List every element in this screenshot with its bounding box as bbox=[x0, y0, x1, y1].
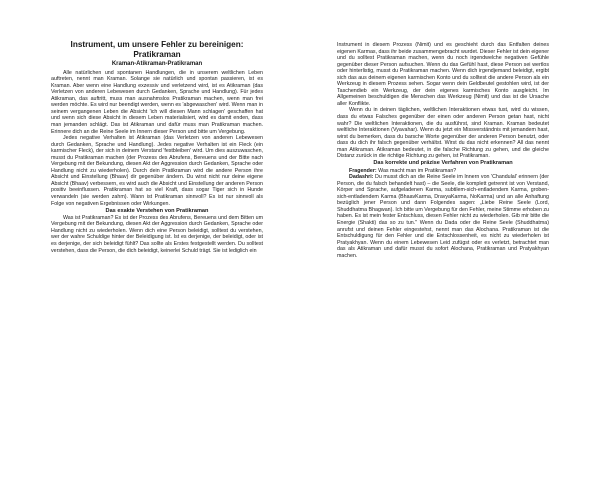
paragraph-atikraman: Jedes negative Verhalten ist Atikraman (das Verletzen von anderen Lebewesen durch Gedanken, Sprache und Handlung). Jedes negative Verhalten ist ein Fleck (ein karmischer Fleck), der sich in deinem Verstand 'festbleiben' wird. Um dies auszuwaschen, musst du Pratikraman machen (der Prozess des Abrufens, Bereuens und der Bitte nach Vergebung mit der Bekundung, diesen Akt der Aggression durch Gedanken, Sprache oder Handlung nicht zu wiederholen). Durch dein Pratikraman wird die andere Person ihre Absicht und Einstellung (Bhaav) dir gegenüber ändern. Du wirst nicht nur deine eigene Absicht (Bhaav) verbessern, es wird auch die Absicht und Einstellung der anderen Person positiv beeinflussen. Pratikraman hat so viel Kraft, dass sogar Tiger sich in Hunde verwandeln (sie werden zahm). Wann ist Pratikraman sinnvoll? Es ist nur sinnvoll als Folge von negativen Ergebnissen oder Wirkungen. bbox=[51, 135, 263, 207]
paragraph-what-is-pratikraman: Was ist Pratikraman? Es ist der Prozess des Abrufens, Bereuens und dem Bitten um Vergebung mit der Bekundung, diesen Akt der Aggression durch Gedanken, Sprache oder Handlung nicht zu wiederholen. Wenn dich eine Person beleidigt, solltest du verstehen, wer der wahre Schuldige hinter der Beleidigung ist. Ist es derjenige, der beleidigt, oder ist es derjenige, der sich beleidigt fühlt? Das sollte als Erstes festgestellt werden. Du solltest verstehen, dass die Person, die dich beleidigt, keinerlei Schuld trägt. Sie ist lediglich ein bbox=[51, 214, 263, 254]
section-heading-procedure: Das korrekte und präzise Verfahren von Pratikraman bbox=[373, 160, 513, 167]
answer-text: Du musst dich an die Reine Seele im Innern von 'Chandulal' erinnern (der Person, die du falsch behandelt hast) – die Seele, die komplett getrennt ist von Verstand, Körper und Sprache, aufgeladenen Karma, subtilem-sich-entladendem Karma, groben-sich-entladendem Karma (BhaavKarma, DravyaKarma, NoKarma) und an alle Anhaftung bezüglich jener Person und dann Folgendes sagen: „Liebe Reine Seele (Lord, Shuddhatma Bhagwan). Ich bitte um Vergebung für den Fehler, meine Stimme erhoben zu haben. Es ist mein fester Entschluss, diesen Fehler nicht zu wiederholen. Gib mir bitte die Energie (Shakti) das so zu tun." Wenn du Dada oder die Reine Seele (Shuddhatma) anrufst und deinen Fehler eingestehst, nennt man das Alochana. Pratikraman ist die Entschuldigung für den Fehler und die Entschlossenheit, es nicht zu wiederholen ist Pratyakhyan. Wenn du einem Lebewesen Leid zufügst oder es verletzt, betrachtet man das als Atikraman und dafür musst du sofort Alochana, Pratikraman und Pratyakhyan machen. bbox=[337, 174, 549, 259]
answer-paragraph bbox=[337, 174, 549, 259]
questioner-label: Fragender: bbox=[349, 167, 377, 174]
left-column bbox=[51, 40, 263, 254]
paragraph-instrument: Instrument in diesem Prozess (Nimit) und es geschieht durch das Entfalten deines eigenen Karmas, dass ihr beide zusammengebracht wurdet. Dieser Fehler ist dein eigener und du solltest Pratikraman machen, wenn du noch irgendwelche negativen Gefühle gegenüber dieser Person aufsuchen. Wenn du das Gefühl hast, diese Person sei wertlos oder hinterlistig, musst du Pratikraman machen. Wenn dich irgendjemand beleidigt, ergibt sich das aus deinem eigenen karmischen Konto und du solltest die andere Person als ein Werkzeug in diesem Prozess sehen. Sogar wenn dein Geldbeutel gestohlen wird, ist der Taschendieb ein Werkzeug, der dein eigenes karmisches Konto ausgleicht. Im Allgemeinen beschuldigen die Menschen das Werkzeug (Nimit) und das ist die Ursache aller Konflikte. bbox=[337, 42, 549, 107]
dadashri-label: Dadashri: bbox=[349, 174, 374, 181]
right-column bbox=[337, 42, 549, 259]
section-heading-exact: Das exakte Verstehen von Pratikraman bbox=[105, 207, 209, 214]
page-title: Instrument, um unsere Fehler zu bereinigen: Pratikraman bbox=[70, 40, 244, 59]
paragraph-daily-interactions: Wenn du in deinen täglichen, weltlichen Interaktionen etwas tust, wird du wissen, dass du etwas Falsches gegenüber der einen oder anderen Person getan hast, nicht wahr? Die weltlichen Interaktionen, die du ausführst, sind Kraman. Kraman bedeutet weltliche Interaktionen (Vyavahar). Wenn du jetzt ein Missverständnis mit jemandem hast, wirst du bemerken, dass du barsche Worte gegenüber der anderen Person benutzt, oder dass du dich ihr falsch gegenüber verhältst. Wirst du das nicht erkennen? All das nennt man Atikraman. Atikraman bedeutet, in die falsche Richtung zu gehen, und die gleiche Distanz zurück in die richtige Richtung zu gehen, ist Pratikraman. bbox=[337, 107, 549, 160]
question-text: Was macht man im Pratikraman? bbox=[378, 167, 457, 174]
paragraph-kraman: Alle natürlichen und spontanen Handlungen, die in unserem weltlichen Leben auftreten, nennt man Kraman. Solange sie natürlich und spontan passieren, ist es Kraman. Aber wenn eine Handlung exzessiv und verletzend wird, ist es Atikraman (das Verletzen von anderen Lebewesen durch Gedanken, Sprache und Handlung). Für jedes Atikraman, das auftritt, muss man ausnahmslos Pratikraman machen, wenn man frei werden möchte. Es wird nur beendigt werden, wenn es 'abgewaschen' wird. Wenn man in seinem vergangenen Leben die Absicht 'ich will diesen Mann schlagen' geschaffen hat und wenn sich diese Absicht in diesem Leben materialisiert, wird es damit enden, dass man jemanden schlägt. Das ist Atikraman und dafür muss man Pratikraman machen. Erinnere dich an die Reine Seele im Innern dieser Person und bitte um Vergebung. bbox=[51, 69, 263, 135]
section-subtitle: Kraman-Atikraman-Pratikraman bbox=[111, 61, 203, 68]
